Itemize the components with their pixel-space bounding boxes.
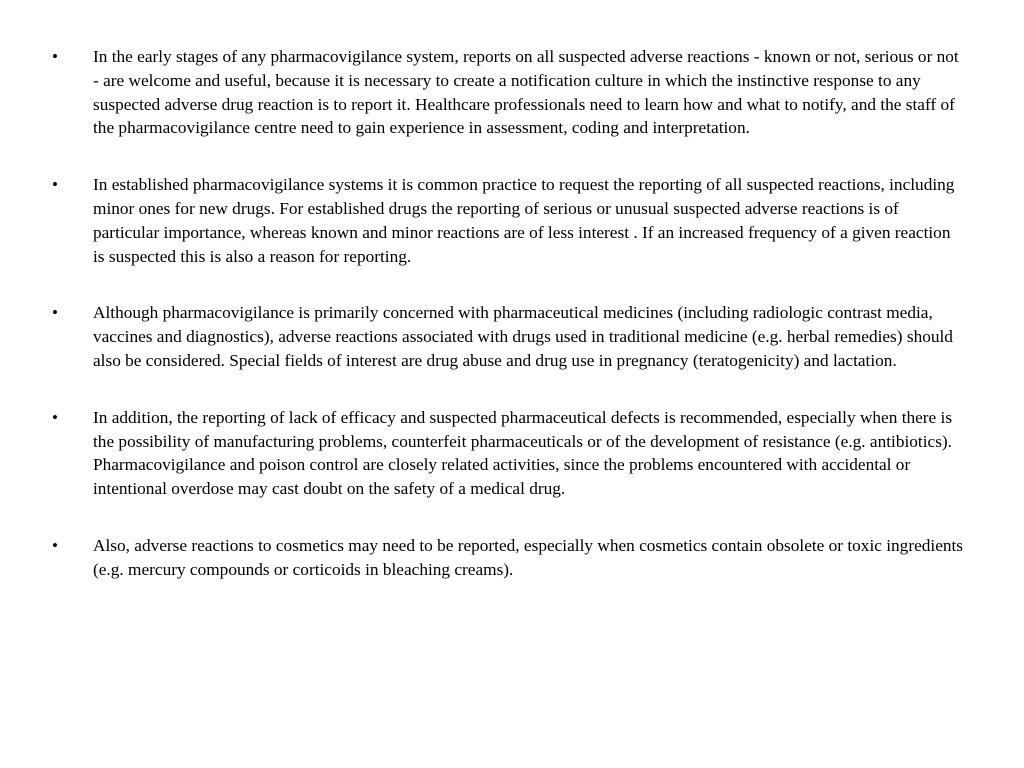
bullet-icon: • [52,303,58,323]
bullet-item-1 [52,45,964,140]
bullet-item-4 [52,406,964,501]
bullet-icon: • [52,535,58,555]
bullet-icon: • [52,47,58,66]
bullet-list [52,45,964,615]
bullet-item-5 [52,534,964,582]
bullet-text: In the early stages of any pharmacovigilance system, reports on all suspected adverse reactions - known or not, serious or not - are welcome and useful, because it is necessary to create a notification culture in which the instinctive response to any suspected adverse drug reaction is to report it. Healthcare professionals need to learn how and what to notify, and the staff of the pharmacovigilance centre need to gain experience in assessment, coding and interpretation. [93,47,959,138]
bullet-item-2 [52,173,964,268]
bullet-icon: • [52,175,58,195]
bullet-item-3 [52,301,964,372]
bullet-text: Although pharmacovigilance is primarily concerned with pharmaceutical medicines (including radiologic contrast media, vaccines and diagnostics), adverse reactions associated with drugs used in traditional medicine (e.g. herbal remedies) should also be considered. Special fields of interest are drug abuse and drug use in pregnancy (teratogenicity) and lactation. [93,303,953,370]
bullet-text: In addition, the reporting of lack of efficacy and suspected pharmaceutical defects is recommended, especially when there is the possibility of manufacturing problems, counterfeit pharmaceuticals or of the development of resistance (e.g. antibiotics). Pharmacovigilance and poison control are closely related activities, since the problems encountered with accidental or intentional overdose may cast doubt on the safety of a medical drug. [93,407,953,499]
bullet-text: In established pharmacovigilance systems it is common practice to request the reporting of all suspected reactions, including minor ones for new drugs. For established drugs the reporting of serious or unusual suspected adverse reactions is of particular importance, whereas known and minor reactions are of less interest . If an increased frequency of a given reaction is suspected this is also a reason for reporting. [93,175,955,266]
bullet-icon: • [52,407,58,427]
bullet-text: Also, adverse reactions to cosmetics may need to be reported, especially when cosmetics contain obsolete or toxic ingredients (e.g. mercury compounds or corticoids in bleaching creams). [93,535,964,579]
